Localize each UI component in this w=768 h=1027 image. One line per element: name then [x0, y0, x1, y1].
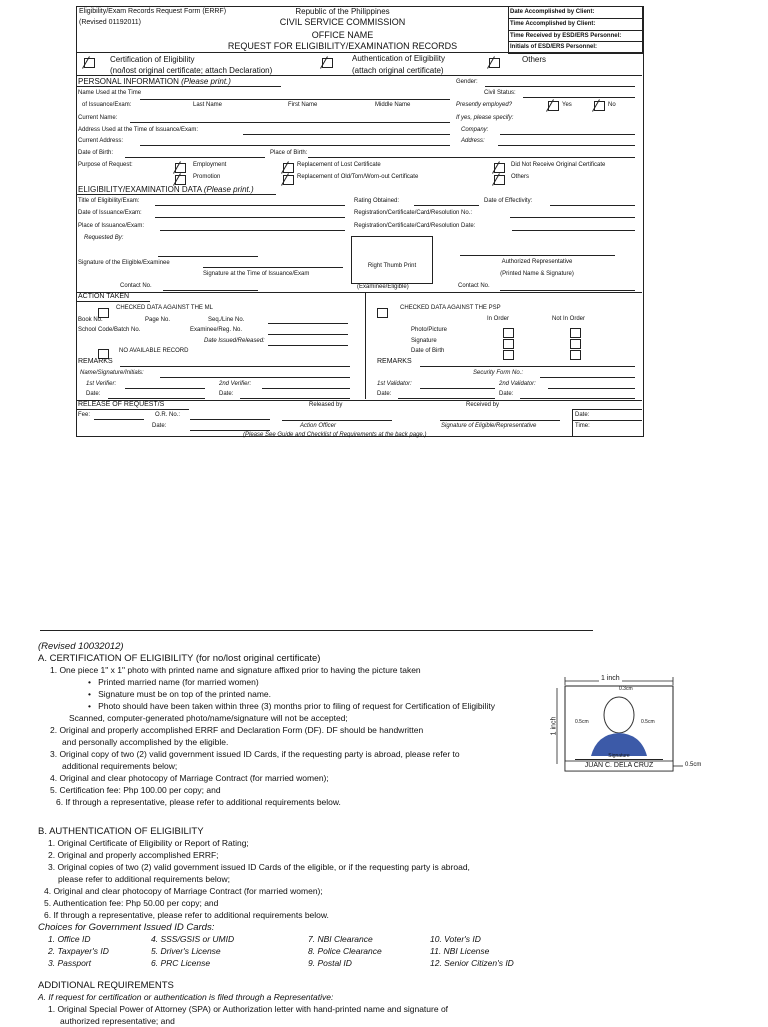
company-address-field[interactable]	[498, 145, 635, 146]
name-sig-label: Name/Signature/Initials:	[80, 370, 144, 376]
action-officer-line[interactable]	[282, 420, 392, 421]
photo-guide	[550, 672, 713, 782]
reg-no-field[interactable]	[510, 217, 635, 218]
purpose-others-label: Others	[511, 174, 530, 180]
verifier-1-date-label: Date:	[86, 391, 101, 397]
dob-label: Date of Birth:	[78, 150, 114, 156]
rep-contact-field[interactable]	[500, 290, 635, 291]
examinee-reg-label: Examinee/Reg. No.	[190, 327, 243, 333]
photo-top-label: 0.3cm	[619, 686, 633, 692]
name-issuance-field[interactable]	[140, 99, 450, 100]
security-form-label: Security Form No.:	[473, 370, 524, 376]
photo-in-order-checkbox[interactable]	[503, 328, 514, 338]
req-a6: 6. If through a representative, please refer to additional requirements below.	[56, 797, 341, 807]
middle-name-label: Middle Name	[375, 102, 411, 108]
others-label: Others	[522, 55, 547, 64]
time-accomplished-label: Time Accomplished by Client:	[510, 21, 596, 27]
dob-field[interactable]	[125, 157, 265, 158]
id-7: 7. NBI Clearance	[308, 934, 373, 944]
dob-check-label: Date of Birth	[411, 348, 445, 354]
date-issuance-field[interactable]	[155, 217, 345, 218]
additional-title: ADDITIONAL REQUIREMENTS	[38, 980, 174, 991]
no-label: No	[608, 102, 616, 108]
verifier-2-field[interactable]	[262, 388, 350, 389]
checked-ml-label: CHECKED DATA AGAINST THE ML	[116, 305, 213, 311]
republic-text: Republic of the Philippines	[295, 7, 390, 16]
place-issuance-label: Place of Issuance/Exam:	[78, 223, 145, 229]
remarks-psp-field[interactable]	[420, 366, 635, 367]
fee-field[interactable]	[94, 419, 144, 420]
photo-left-label: 0.5cm	[575, 719, 589, 725]
last-name-label: Last Name	[193, 102, 223, 108]
authentication-label: Authentication of Eligibility	[352, 54, 445, 63]
rating-label: Rating Obtained:	[354, 198, 400, 204]
req-b2: 2. Original and properly accomplished ERRF;	[48, 850, 219, 860]
thumb-print-box[interactable]	[351, 236, 433, 284]
form-name: Eligibility/Exam Records Request Form (ERRF)	[79, 8, 227, 15]
received-time-label: Time:	[575, 423, 590, 429]
photo-label: Photo/Picture	[411, 327, 448, 333]
back-revised: (Revised 10032012)	[38, 641, 124, 652]
initials-label: Initials of ESD/ERS Personnel:	[510, 44, 598, 50]
action-heading: ACTION TAKEN	[78, 293, 130, 300]
not-in-order-label: Not In Order	[552, 316, 586, 322]
photo-height-label: 1 inch	[550, 716, 558, 736]
presently-employed-label: Presently employed?	[456, 102, 513, 108]
address-time-label: Address Used at the Time of Issuance/Exam:	[78, 127, 199, 133]
id-12: 12. Senior Citizen's ID	[430, 958, 514, 968]
date-accomplished-label: Date Accomplished by Client:	[510, 9, 595, 15]
dob-in-order-checkbox[interactable]	[503, 350, 514, 360]
company-address-label: Address:	[461, 138, 485, 144]
requirements-text	[38, 641, 558, 1024]
security-form-field[interactable]	[540, 377, 635, 378]
req-a2: 2. Original and properly accomplished ERRF and Declaration Form (DF). DF should be handwritten	[50, 725, 424, 735]
req-a1-bullet-2: • Signature must be on top of the printed name.	[88, 689, 272, 699]
photo-name-label: JUAN C. DELA CRUZ	[584, 762, 654, 769]
promotion-label: Promotion	[193, 174, 221, 180]
personal-heading: PERSONAL INFORMATION (Please print.)	[78, 77, 231, 86]
photo-signature-label: Signature	[608, 753, 630, 759]
in-order-label: In Order	[487, 316, 510, 322]
req-a1-bullet-3: • Photo should have been taken within three (3) months prior to filing of request for Certification of Eligibility	[88, 701, 495, 711]
reg-date-label: Registration/Certificate/Card/Resolution Date:	[354, 223, 476, 229]
validator-2-date-label: Date:	[499, 391, 514, 397]
reg-date-field[interactable]	[512, 230, 635, 231]
action-officer-label: Action Officer	[300, 423, 337, 429]
release-date-label: Date:	[152, 423, 167, 429]
address-time-field[interactable]	[243, 134, 450, 135]
date-issued-label: Date Issued/Released:	[204, 338, 265, 344]
validator-2-date-field[interactable]	[520, 398, 635, 399]
signature-check-label: Signature	[411, 338, 437, 344]
validator-1-date-field[interactable]	[398, 398, 495, 399]
signature-time-label: Signature at the Time of Issuance/Exam	[203, 271, 310, 277]
release-heading: RELEASE OF REQUEST/S	[78, 401, 165, 408]
remarks-psp-label: REMARKS	[377, 358, 412, 365]
name-used-label: Name Used at the Time	[78, 90, 142, 96]
section-a-title: A. CERTIFICATION OF ELIGIBILITY (for no/lost original certificate)	[38, 653, 321, 664]
page-no-label: Page No.	[145, 317, 171, 323]
replacement-old-label: Replacement of Old/Torn/Worn-out Certificate	[297, 174, 419, 180]
employment-label: Employment	[193, 162, 227, 168]
if-yes-label: If yes, please specify:	[456, 115, 514, 121]
validator-2-field[interactable]	[548, 388, 635, 389]
rating-field[interactable]	[414, 205, 479, 206]
req-b3b: please refer to additional requirements below;	[58, 874, 230, 884]
req-a2b: and personally accomplished by the eligible.	[62, 737, 229, 747]
verifier-1-field[interactable]	[125, 388, 205, 389]
photo-not-in-order-checkbox[interactable]	[570, 328, 581, 338]
photo-right-label: 0.5cm	[641, 719, 655, 725]
pob-field[interactable]	[308, 157, 635, 158]
or-no-field[interactable]	[190, 419, 270, 420]
photo-width-label: 1 inch	[601, 675, 620, 682]
date-issued-field[interactable]	[268, 345, 348, 346]
id-3: 3. Passport	[48, 958, 91, 968]
verifier-2-label: 2nd Verifier:	[219, 381, 252, 387]
id-8: 8. Police Clearance	[308, 946, 382, 956]
eligibility-heading: ELIGIBILITY/EXAMINATION DATA (Please print.)	[78, 185, 254, 194]
company-field[interactable]	[500, 134, 635, 135]
received-date-label: Date:	[575, 412, 590, 418]
certification-label: Certification of Eligibility	[110, 55, 195, 64]
fee-label: Fee:	[78, 412, 91, 418]
signature-eligible-label: Signature of the Eligible/Examinee	[78, 260, 170, 266]
id-6: 6. PRC License	[151, 958, 211, 968]
remarks-label: REMARKS	[78, 358, 113, 365]
req-b1: 1. Original Certificate of Eligibility or Report of Rating;	[48, 838, 249, 848]
form-title: REQUEST FOR ELIGIBILITY/EXAMINATION RECORDS	[227, 41, 458, 51]
eligibility-title-field[interactable]	[155, 205, 345, 206]
id-5: 5. Driver's License	[151, 946, 221, 956]
current-address-label: Current Address:	[78, 138, 124, 144]
current-address-field[interactable]	[140, 145, 450, 146]
additional-1b: authorized representative; and	[60, 1016, 175, 1026]
authorized-rep-label: Authorized Representative	[501, 259, 573, 265]
req-a1: 1. One piece 1" x 1" photo with printed name and signature affixed prior to having the picture taken	[50, 665, 421, 675]
req-a5: 5. Certification fee: Php 100.00 per copy; and	[50, 785, 221, 795]
section-b-title: B. AUTHENTICATION OF ELIGIBILITY	[38, 826, 204, 837]
additional-1: 1. Original Special Power of Attorney (SPA) or Authorization letter with hand-printed name and signature of	[48, 1004, 449, 1014]
eligible-signature-line[interactable]	[158, 256, 258, 257]
no-record-label: NO AVAILABLE RECORD	[119, 348, 189, 354]
first-name-label: First Name	[288, 102, 318, 108]
gender-field[interactable]	[485, 86, 635, 87]
purpose-label: Purpose of Request:	[78, 162, 133, 168]
req-b5: 5. Authentication fee: Php 50.00 per copy; and	[44, 898, 219, 908]
eligible-sign-line[interactable]	[440, 420, 560, 421]
printed-name-label: (Printed Name & Signature)	[500, 271, 574, 277]
office-name: OFFICE NAME	[311, 30, 374, 40]
seq-no-field[interactable]	[268, 323, 348, 324]
verifier-2-date-field[interactable]	[240, 398, 350, 399]
req-b6: 6. If through a representative, please refer to additional requirements below.	[44, 910, 329, 920]
req-b3: 3. Original copies of two (2) valid government issued ID Cards of the eligible, or if the requesting party is abroad,	[48, 862, 470, 872]
date-effectivity-label: Date of Effectivity:	[484, 198, 533, 204]
additional-a: A. If request for certification or authentication is filed through a Representative:	[38, 992, 334, 1002]
examinee-reg-field[interactable]	[268, 334, 348, 335]
current-name-label: Current Name:	[78, 115, 118, 121]
release-date-field[interactable]	[190, 430, 270, 431]
contact-no-label: Contact No.	[120, 283, 152, 289]
place-issuance-field[interactable]	[160, 230, 345, 231]
signature-rep-label: Signature of Eligible/Representative	[441, 423, 537, 429]
remarks-field[interactable]	[120, 366, 350, 367]
book-no-label: Book No.	[78, 317, 103, 323]
requested-by-label: Requested By:	[84, 235, 124, 241]
thumb-print-note: (Examinee/Eligible)	[357, 284, 409, 290]
school-code-label: School Code/Batch No.	[78, 327, 141, 333]
validator-1-date-label: Date:	[377, 391, 392, 397]
received-by-label: Received by	[466, 402, 500, 408]
req-a3b: additional requirements below;	[62, 761, 178, 771]
id-9: 9. Postal ID	[308, 958, 352, 968]
company-label: Company:	[461, 127, 489, 133]
id-2: 2. Taxpayer's ID	[48, 946, 109, 956]
signature-not-in-order-checkbox[interactable]	[570, 339, 581, 349]
dob-not-in-order-checkbox[interactable]	[570, 350, 581, 360]
seq-no-label: Seq./Line No.	[208, 317, 245, 323]
req-a1-bullet-4: Scanned, computer-generated photo/name/signature will not be accepted;	[69, 713, 348, 723]
current-name-field[interactable]	[130, 122, 450, 123]
eligibility-title-label: Title of Eligibility/Exam:	[78, 198, 140, 204]
photo-bottom-label: 0.5cm	[685, 762, 702, 768]
did-not-receive-label: Did Not Receive Original Certificate	[511, 162, 606, 168]
validator-2-label: 2nd Validator:	[499, 381, 536, 387]
req-a3: 3. Original copy of two (2) valid government issued ID Cards, if the requesting party is abroad, please refer to	[50, 749, 460, 759]
req-b4: 4. Original and clear photocopy of Marriage Contract (for married women);	[44, 886, 323, 896]
guide-footnote: (Please See Guide and Checklist of Requirements at the back page.)	[243, 432, 427, 438]
signature-time-line[interactable]	[203, 267, 343, 268]
or-no-label: O.R. No.:	[155, 412, 181, 418]
pob-label: Place of Birth:	[270, 150, 308, 156]
req-a1-bullet-1: • Printed married name (for married women)	[88, 677, 259, 687]
form-revised: (Revised 01192011)	[79, 19, 142, 26]
certification-note: (no/lost original certificate; attach Declaration)	[110, 66, 273, 75]
back-divider	[40, 630, 593, 631]
gender-label: Gender:	[456, 79, 478, 85]
ids-title: Choices for Government Issued ID Cards:	[38, 922, 215, 933]
id-4: 4. SSS/GSIS or UMID	[151, 934, 235, 944]
signature-in-order-checkbox[interactable]	[503, 339, 514, 349]
name-sig-field[interactable]	[160, 377, 350, 378]
verifier-2-date-label: Date:	[219, 391, 234, 397]
authentication-note: (attach original certificate)	[352, 66, 444, 75]
date-issuance-label: Date of Issuance/Exam:	[78, 210, 142, 216]
released-by-label: Released by	[309, 402, 343, 408]
yes-label: Yes	[562, 102, 572, 108]
verifier-1-date-field[interactable]	[108, 398, 205, 399]
agency-name: CIVIL SERVICE COMMISSION	[279, 17, 406, 27]
name-issuance-label: of Issuance/Exam:	[82, 102, 132, 108]
id-1: 1. Office ID	[48, 934, 91, 944]
validator-1-field[interactable]	[420, 388, 495, 389]
time-received-label: Time Received by ESD/ERS Personnel:	[510, 33, 622, 39]
replacement-lost-label: Replacement of Lost Certificate	[297, 162, 381, 168]
id-11: 11. NBI License	[430, 946, 490, 956]
reg-no-label: Registration/Certificate/Card/Resolution No.:	[354, 210, 473, 216]
req-a4: 4. Original and clear photocopy of Marriage Contract (for married women);	[50, 773, 329, 783]
checked-psp-checkbox[interactable]	[377, 308, 388, 318]
civil-status-field[interactable]	[523, 97, 635, 98]
verifier-1-label: 1st Verifier:	[86, 381, 117, 387]
date-effectivity-field[interactable]	[550, 205, 635, 206]
contact-no-field[interactable]	[163, 290, 258, 291]
checked-psp-label: CHECKED DATA AGAINST THE PSP	[400, 305, 501, 311]
thumb-print-label: Right Thumb Print	[367, 263, 417, 269]
id-10: 10. Voter's ID	[430, 934, 481, 944]
rep-contact-label: Contact No.	[458, 283, 490, 289]
civil-status-label: Civil Status:	[484, 90, 516, 96]
validator-1-label: 1st Validator:	[377, 381, 412, 387]
rep-signature-line[interactable]	[460, 255, 615, 256]
